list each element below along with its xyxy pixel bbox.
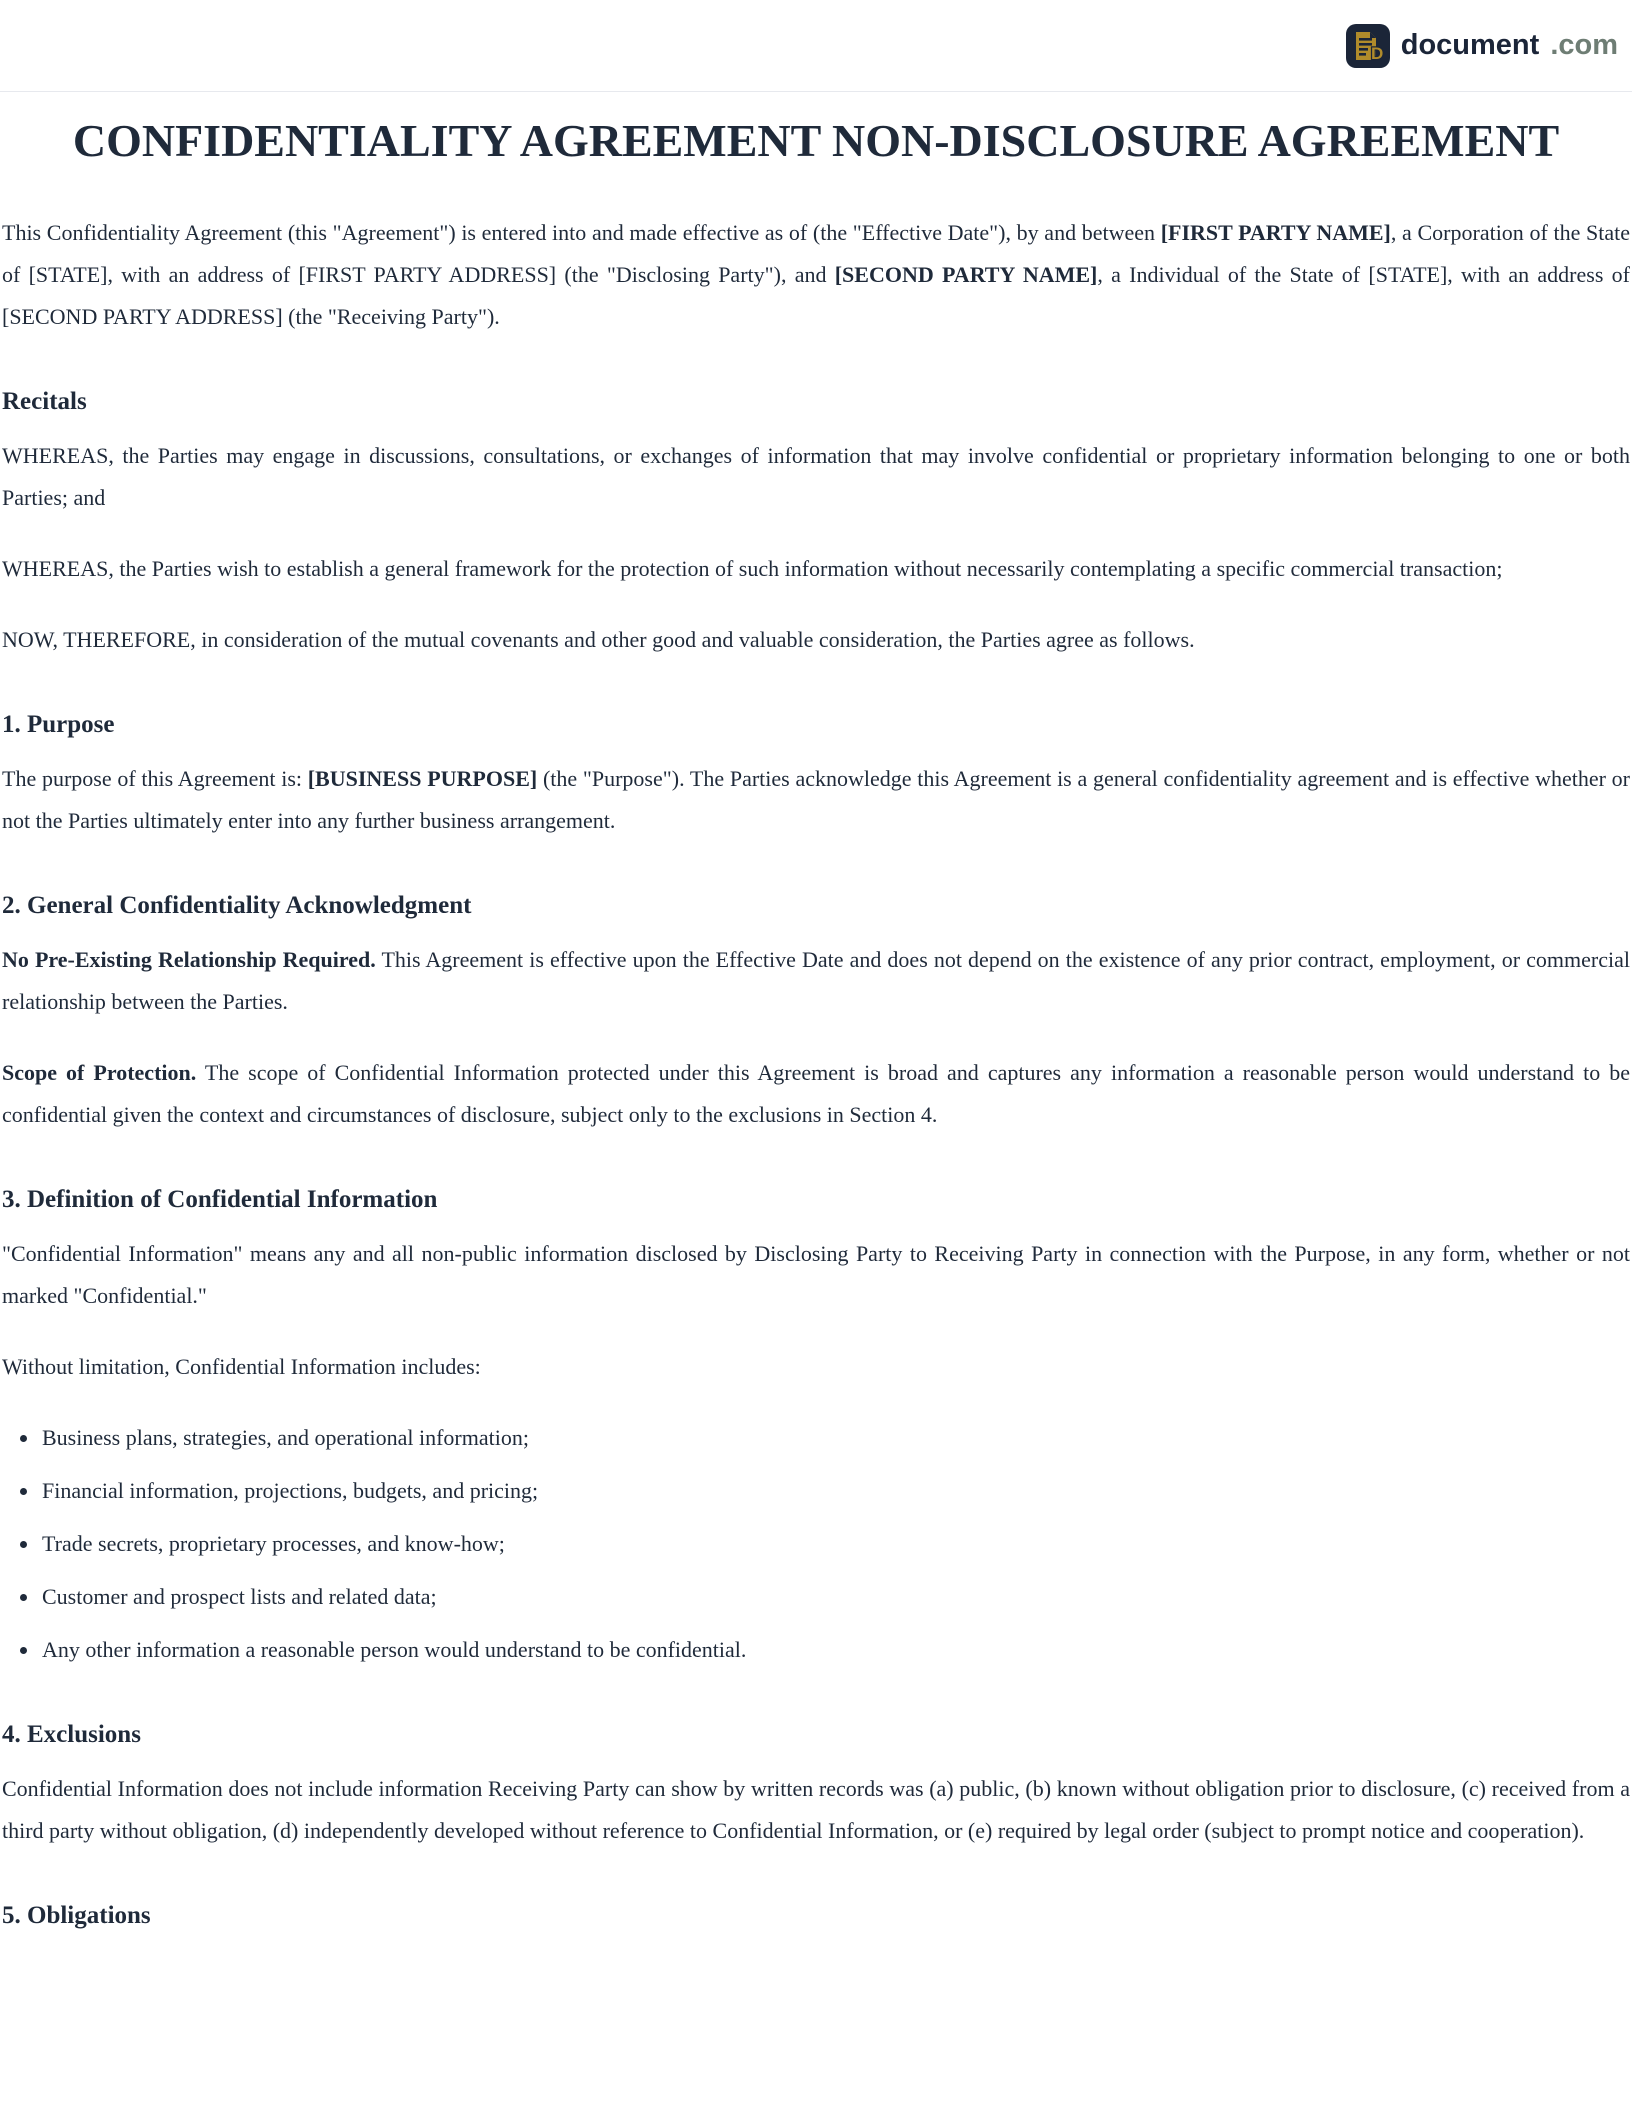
purpose-rest: (the "Purpose"). The Parties acknowledge this Agreement is a general confidentiality agreement and is effective whether or not the Parties ultimately enter into any further business arrangement. — [2, 766, 1630, 833]
paragraph-exclusions: Confidential Information does not include information Receiving Party can show by written records was (a) public, (b) known without obligation prior to disclosure, (c) received from a third party without obligation, (d) independently developed without reference to Confidential Information, or (e) required by legal order (subject to prompt notice and cooperation). — [2, 1776, 1630, 1843]
document-body — [0, 212, 1632, 1932]
svg-text:D: D — [1370, 43, 1384, 63]
paragraph-definition: "Confidential Information" means any and all non-public information disclosed by Disclosing Party to Receiving Party in connection with the Purpose, in any form, whether or not marked "Confidential." — [2, 1241, 1630, 1308]
section-heading-purpose: 1. Purpose — [2, 711, 115, 738]
purpose-lead: The purpose of this Agreement is: — [2, 766, 308, 791]
section-heading-acknowledgment: 2. General Confidentiality Acknowledgment — [2, 892, 472, 919]
list-item: • Business plans, strategies, and operational information; — [40, 1417, 1630, 1459]
clause-text: The scope of Confidential Information protected under this Agreement is broad and captures any information a reasonable person would understand to be confidential given the context and circumstances of disclosure, subject only to the exclusions in Section 4. — [2, 1060, 1630, 1127]
list-item: • Trade secrets, proprietary processes, and know-how; — [40, 1523, 1630, 1565]
clause-text: This Agreement is effective upon the Effective Date and does not depend on the existence of any prior contract, employment, or commercial relationship between the Parties. — [2, 947, 1630, 1014]
section-heading-recitals: Recitals — [2, 388, 87, 415]
section-heading-exclusions: 4. Exclusions — [2, 1721, 141, 1748]
clause-lead-in: No Pre-Existing Relationship Required. — [2, 947, 376, 972]
confidential-information-list — [2, 1417, 1630, 1671]
brand-tld: .com — [1550, 29, 1618, 61]
paragraph-without-limitation: Without limitation, Confidential Information includes: — [2, 1354, 481, 1379]
intro-text: , a Individual of the State of [STATE], with an address of [SECOND PARTY ADDRESS] (the "Receiving Party"). — [2, 262, 1630, 329]
intro-text: This Confidentiality Agreement (this "Agreement") is entered into and made effective as of (the "Effective Date"), by and between — [2, 220, 1161, 245]
paragraph-now-therefore: NOW, THEREFORE, in consideration of the mutual covenants and other good and valuable consideration, the Parties agree as follows. — [2, 627, 1195, 652]
intro-text: , a Corporation of the State of [STATE], with an address of [FIRST PARTY ADDRESS] (the "Disclosing Party"), and — [2, 220, 1631, 287]
list-item: • Any other information a reasonable person would understand to be confidential. — [40, 1629, 1630, 1671]
paragraph-intro — [2, 212, 1630, 338]
paragraph-no-preexisting-relationship — [2, 939, 1630, 1023]
brand-logo[interactable] — [1346, 24, 1618, 68]
business-purpose-placeholder: [BUSINESS PURPOSE] — [307, 766, 538, 791]
section-heading-definition: 3. Definition of Confidential Information — [2, 1186, 438, 1213]
list-item: • Financial information, projections, budgets, and pricing; — [40, 1470, 1630, 1512]
paragraph-purpose — [2, 758, 1630, 842]
clause-lead-in: Scope of Protection. — [2, 1060, 197, 1085]
first-party-name-placeholder: [FIRST PARTY NAME] — [1160, 220, 1391, 245]
page-header — [0, 0, 1632, 92]
section-heading-obligations: 5. Obligations — [2, 1902, 151, 1929]
second-party-name-placeholder: [SECOND PARTY NAME] — [834, 262, 1098, 287]
document-icon — [1346, 24, 1390, 68]
paragraph-whereas-2: WHEREAS, the Parties wish to establish a general framework for the protection of such information without necessarily contemplating a specific commercial transaction; — [2, 556, 1503, 581]
list-item: • Customer and prospect lists and related data; — [40, 1576, 1630, 1618]
brand-name: document — [1400, 29, 1540, 61]
page-title: CONFIDENTIALITY AGREEMENT NON-DISCLOSURE AGREEMENT — [72, 115, 1560, 166]
paragraph-whereas-1: WHEREAS, the Parties may engage in discussions, consultations, or exchanges of information that may involve confidential or proprietary information belonging to one or both Parties; and — [2, 443, 1630, 510]
paragraph-scope-of-protection — [2, 1052, 1630, 1136]
